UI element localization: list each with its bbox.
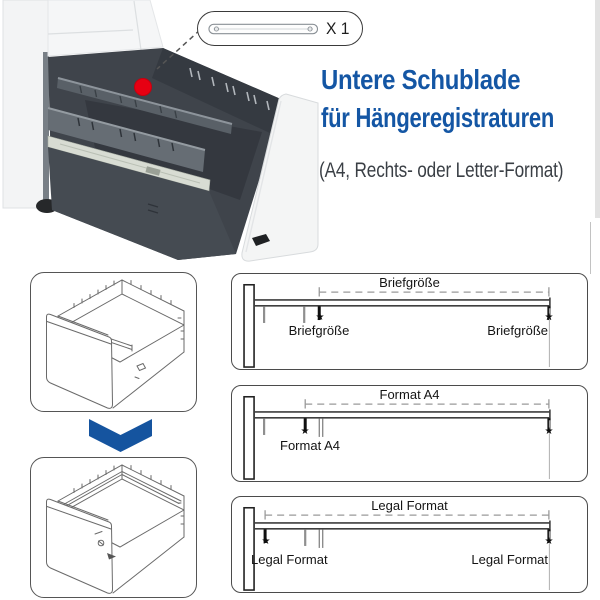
format-panel-legal <box>231 496 588 593</box>
drawer-sketch-loose-rail <box>31 273 195 409</box>
double-hook-tick <box>319 529 323 548</box>
panel-title: Format A4 <box>379 387 440 402</box>
page-edge-line <box>590 222 591 274</box>
hanging-rail <box>254 298 550 309</box>
sketch-front-panel <box>47 314 113 408</box>
star-marker: ★ <box>300 426 310 437</box>
format-panel-briefgroesse <box>231 273 588 370</box>
left-position-label: Format A4 <box>280 438 340 453</box>
page-edge-artifact <box>595 0 600 218</box>
position-marker-ticks <box>305 418 549 432</box>
assembly-arrow <box>89 419 152 453</box>
star-marker: ★ <box>544 312 554 323</box>
hanging-rail <box>254 521 550 532</box>
red-marker-dot <box>135 79 152 96</box>
drawer-sketch-mounted-rail <box>31 458 195 595</box>
star-marker: ★ <box>315 312 325 323</box>
page-subtitle: (A4, Rechts- oder Letter-Format) <box>319 158 564 182</box>
panel-title: Legal Format <box>371 498 448 513</box>
cabinet-side-panel <box>3 0 48 208</box>
drawer-front-cross-section <box>244 508 254 590</box>
upper-drawer-front <box>48 0 163 56</box>
drawer-front-cross-section <box>244 397 254 479</box>
sketch-front-panel <box>47 499 113 593</box>
down-chevron-arrow-icon <box>89 419 152 452</box>
right-position-label: Legal Format <box>471 552 548 567</box>
quantity-label: X 1 <box>326 18 350 38</box>
left-position-label: Briefgröße <box>288 323 350 338</box>
star-marker: ★ <box>544 426 554 437</box>
position-marker-ticks <box>319 306 549 320</box>
drawer-front-cross-section <box>244 285 254 367</box>
star-marker: ★ <box>544 536 554 547</box>
assembly-step1-panel <box>30 272 197 412</box>
page-title-line1: Untere Schublade <box>321 64 521 95</box>
format-panel-a4 <box>231 385 588 482</box>
star-marker: ★ <box>261 536 271 547</box>
left-position-label: Legal Format <box>251 552 328 567</box>
page-title-line2: für Hängeregistraturen <box>321 102 555 133</box>
hanging-rail <box>254 410 550 421</box>
part-quantity-callout <box>197 11 363 46</box>
file-hook-ticks <box>264 306 304 323</box>
double-hook-tick <box>319 418 323 437</box>
panel-title: Briefgröße <box>379 275 440 290</box>
assembly-step2-panel <box>30 457 197 598</box>
position-marker-ticks <box>265 529 549 543</box>
rail-part-icon <box>208 22 318 36</box>
right-position-label: Briefgröße <box>487 323 548 338</box>
